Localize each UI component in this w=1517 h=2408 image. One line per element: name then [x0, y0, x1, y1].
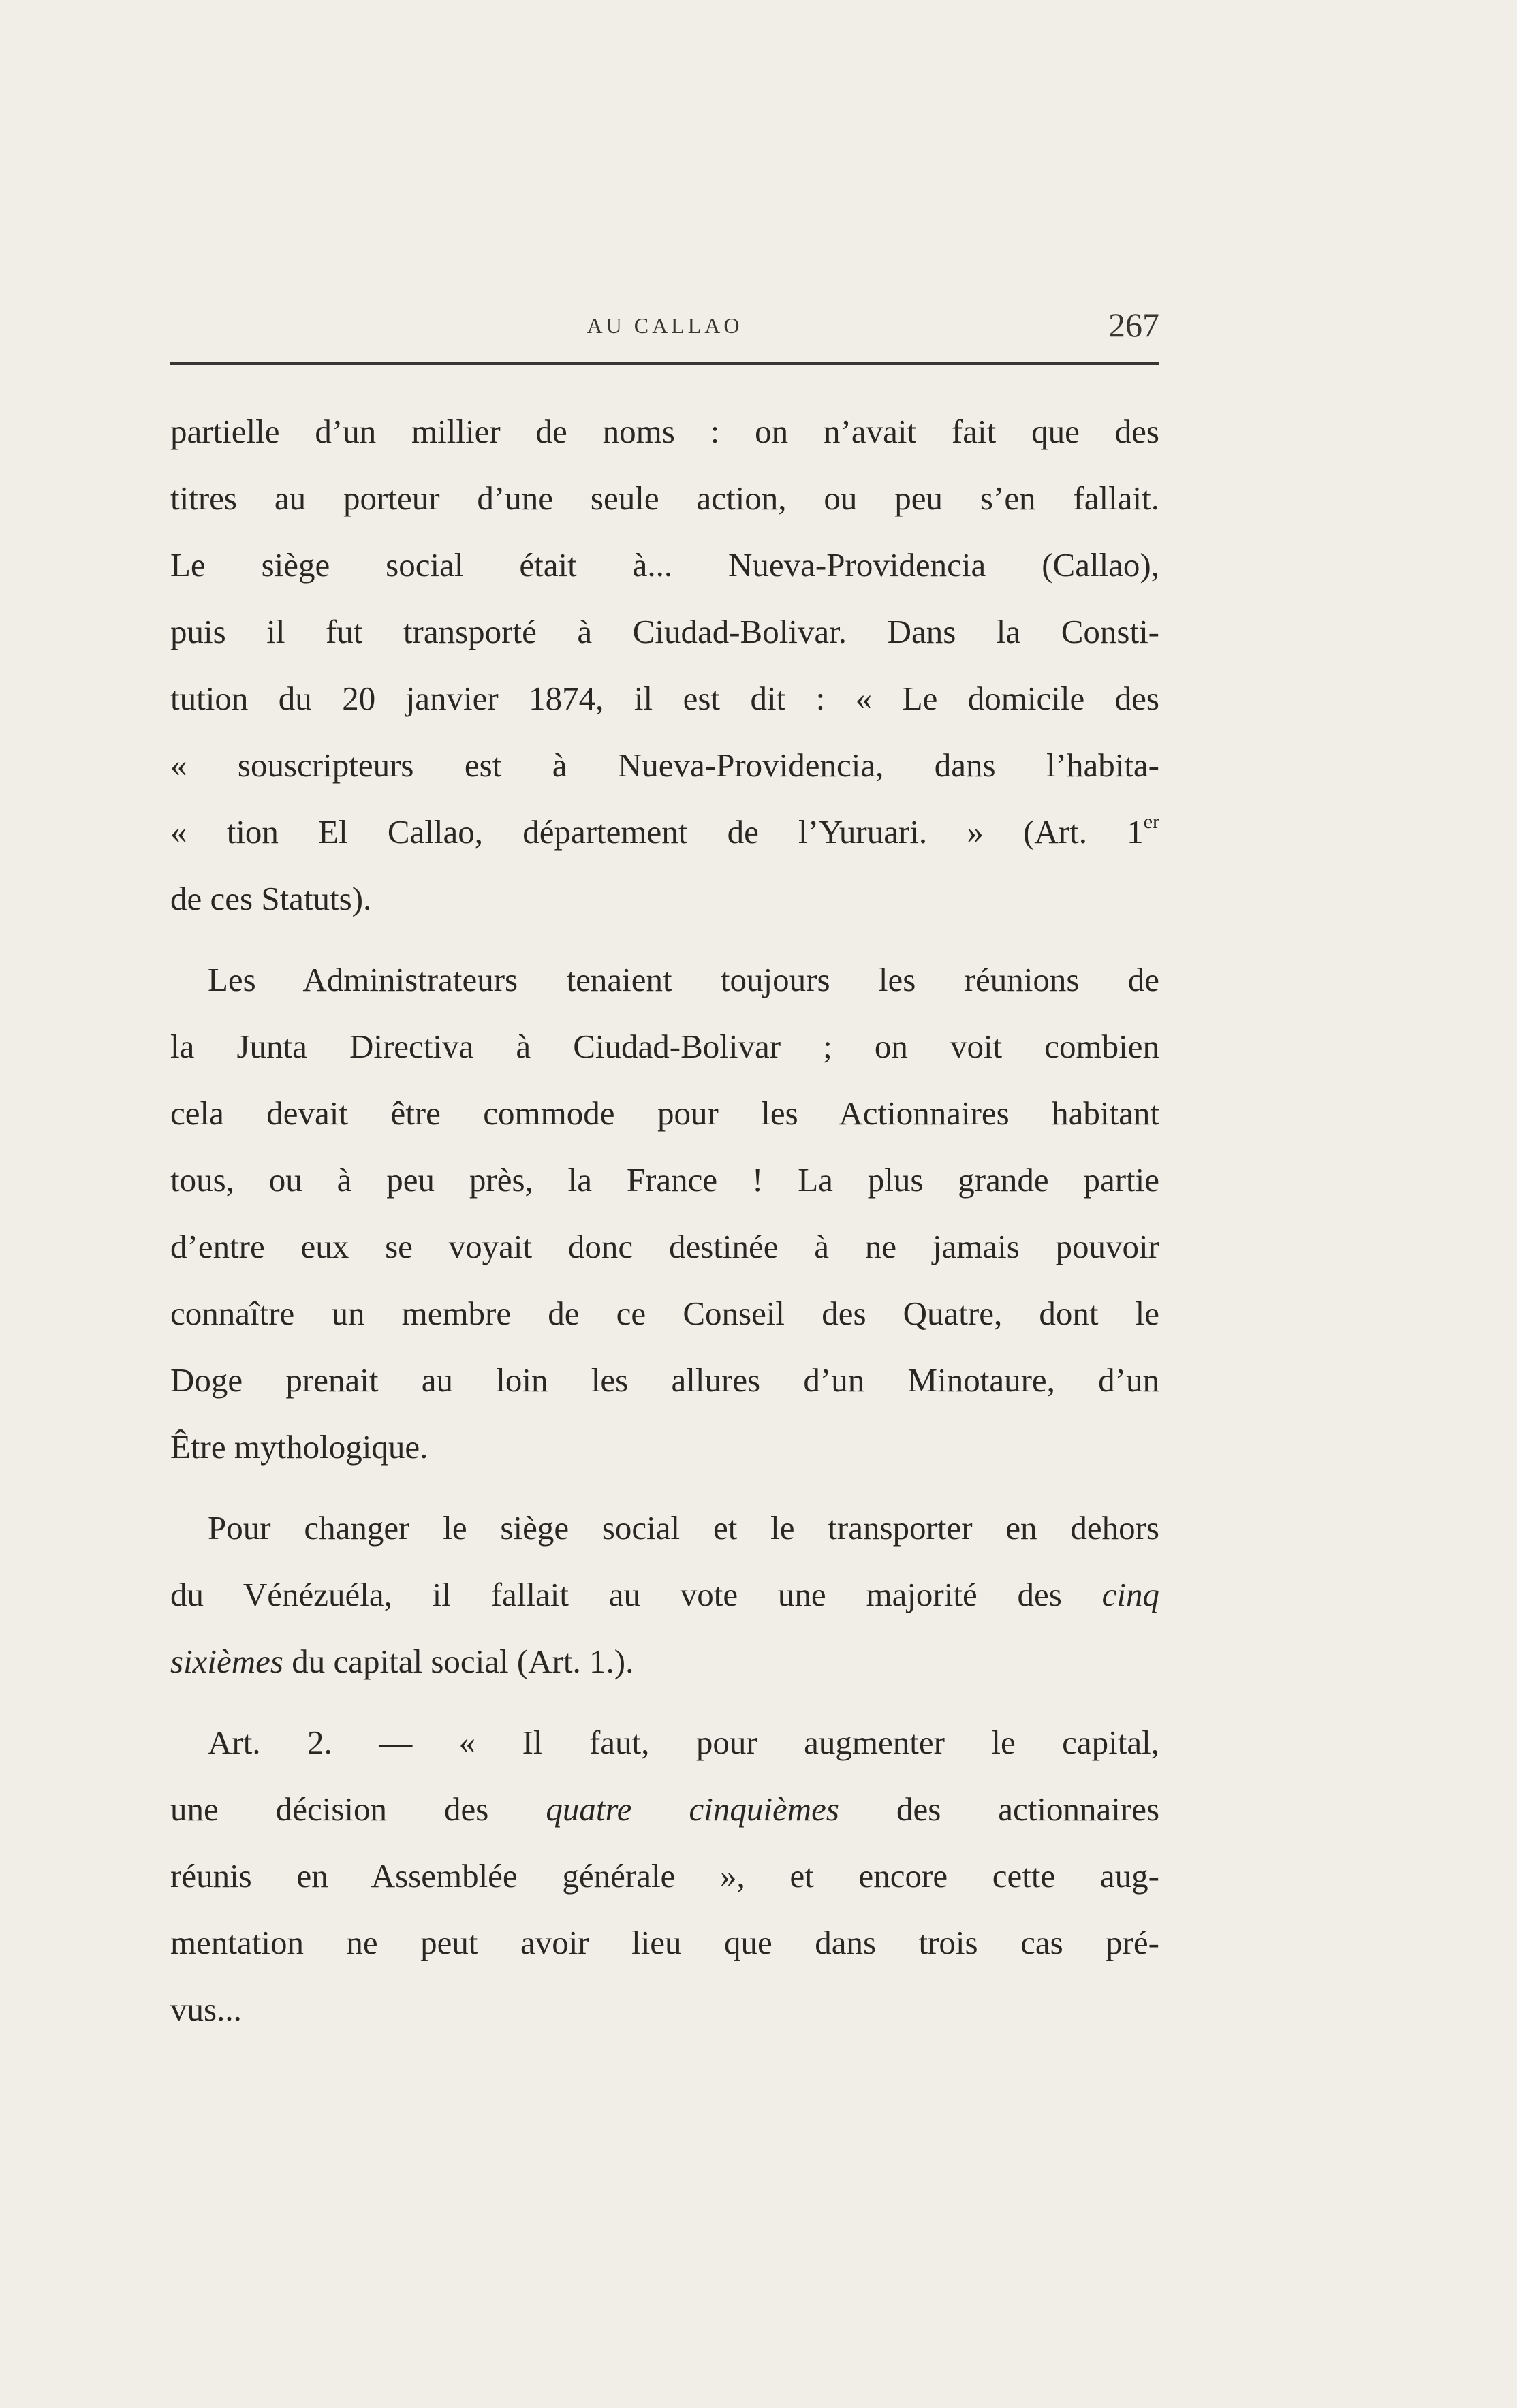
- text-line: puis il fut transporté à Ciudad-Bolivar. Dans la Consti-: [170, 613, 1159, 650]
- text-line: Art. 2. — « Il faut, pour augmenter le capital,: [208, 1724, 1159, 1761]
- page-number: 267: [1108, 306, 1159, 344]
- text-line: cela devait être commode pour les Actionnaires habitant: [170, 1094, 1159, 1132]
- paragraph-gap: [170, 932, 1159, 947]
- running-title: AU CALLAO: [587, 313, 743, 338]
- text-line: [170, 1562, 1159, 1628]
- text-fragment: des actionnaires: [839, 1790, 1160, 1828]
- text-line: [170, 799, 1159, 866]
- superscript: er: [1143, 810, 1159, 833]
- text-line: mentation ne peut avoir lieu que dans trois cas pré-: [170, 1924, 1159, 1961]
- text-line: de ces Statuts).: [170, 880, 372, 917]
- italic-text: sixièmes: [170, 1643, 283, 1680]
- text-line: connaître un membre de ce Conseil des Quatre, dont le: [170, 1295, 1159, 1332]
- paragraph-gap: [170, 1695, 1159, 1709]
- text-line: Doge prenait au loin les allures d’un Minotaure, d’un: [170, 1361, 1159, 1399]
- text-line: [170, 1776, 1159, 1843]
- text-fragment: du capital social (Art. 1.).: [283, 1643, 634, 1680]
- italic-text: cinq: [1101, 1576, 1159, 1613]
- italic-text: quatre cinquièmes: [546, 1790, 839, 1828]
- text-line: [170, 1628, 1159, 1695]
- text-line: tution du 20 janvier 1874, il est dit : « Le domicile des: [170, 680, 1159, 717]
- text-line: Les Administrateurs tenaient toujours les réunions de: [208, 961, 1159, 998]
- header-rule: [170, 362, 1159, 365]
- text-line: vus...: [170, 1991, 242, 2028]
- text-fragment: une décision des: [170, 1790, 546, 1828]
- text-fragment: « tion El Callao, département de l’Yuruari. » (Art. 1: [170, 813, 1144, 851]
- text-line: Être mythologique.: [170, 1428, 428, 1466]
- text-fragment: du Vénézuéla, il fallait au vote une majorité des: [170, 1576, 1102, 1613]
- text-line: d’entre eux se voyait donc destinée à ne jamais pouvoir: [170, 1228, 1159, 1265]
- paragraph-gap: [170, 1480, 1159, 1495]
- text-line: réunis en Assemblée générale », et encore cette aug-: [170, 1857, 1159, 1895]
- text-line: « souscripteurs est à Nueva-Providencia, dans l’habita-: [170, 746, 1159, 784]
- text-line: partielle d’un millier de noms : on n’avait fait que des: [170, 413, 1159, 450]
- text-line: titres au porteur d’une seule action, ou peu s’en fallait.: [170, 479, 1159, 517]
- running-header: [170, 305, 1159, 346]
- text-line: Pour changer le siège social et le transporter en dehors: [208, 1509, 1159, 1547]
- text-line: Le siège social était à... Nueva-Providencia (Callao),: [170, 546, 1159, 584]
- text-line: la Junta Directiva à Ciudad-Bolivar ; on voit combien: [170, 1028, 1159, 1065]
- text-line: tous, ou à peu près, la France ! La plus grande partie: [170, 1161, 1159, 1199]
- body-text: [170, 398, 1159, 2043]
